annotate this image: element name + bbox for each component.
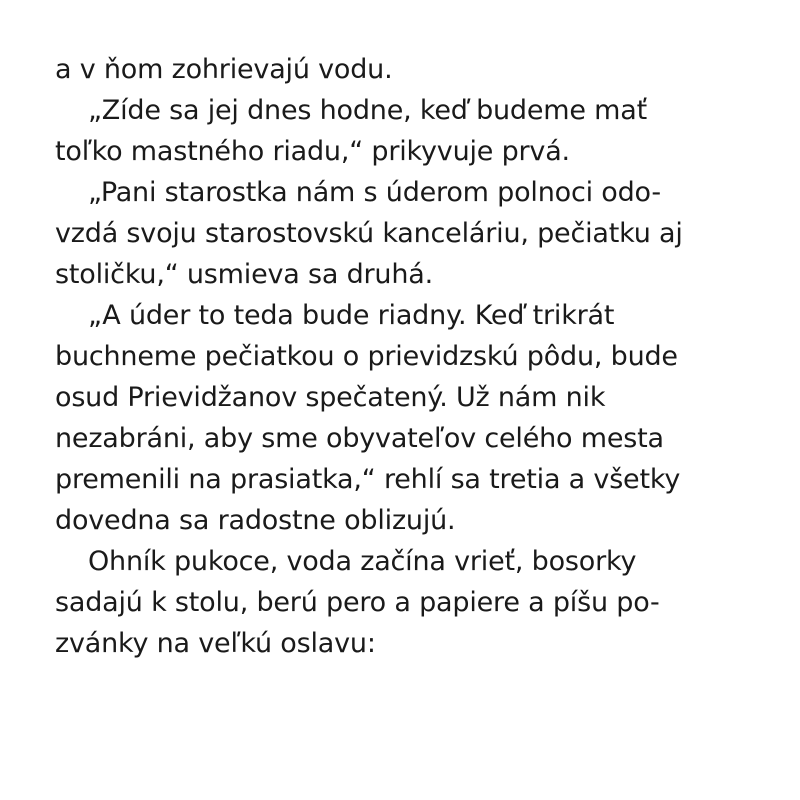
text-line: „A úder to teda bude riadny. Keď trikrát xyxy=(88,300,615,331)
text-line: „Zíde sa jej dnes hodne, keď budeme mať xyxy=(88,95,648,126)
text-block xyxy=(55,49,755,664)
text-line: vzdá svoju starostovskú kanceláriu, pečiatku aj xyxy=(55,218,683,249)
text-line: osud Prievidžanov spečatený. Už nám nik xyxy=(55,382,606,413)
text-line: toľko mastného riadu,“ prikyvuje prvá. xyxy=(55,136,570,167)
text-line: zvánky na veľkú oslavu: xyxy=(55,628,376,659)
text-line: buchneme pečiatkou o prievidzskú pôdu, bude xyxy=(55,341,678,372)
text-line: stoličku,“ usmieva sa druhá. xyxy=(55,259,433,290)
text-line: „Pani starostka nám s úderom polnoci odo- xyxy=(88,177,661,208)
text-line: premenili na prasiatka,“ rehlí sa tretia a všetky xyxy=(55,464,681,495)
text-line: dovedna sa radostne oblizujú. xyxy=(55,505,456,536)
text-line: sadajú k stolu, berú pero a papiere a píšu po- xyxy=(55,587,660,618)
text-line: Ohník pukoce, voda začína vrieť, bosorky xyxy=(88,546,637,577)
text-line: a v ňom zohrievajú vodu. xyxy=(55,54,393,85)
text-line: nezabráni, aby sme obyvateľov celého mesta xyxy=(55,423,664,454)
